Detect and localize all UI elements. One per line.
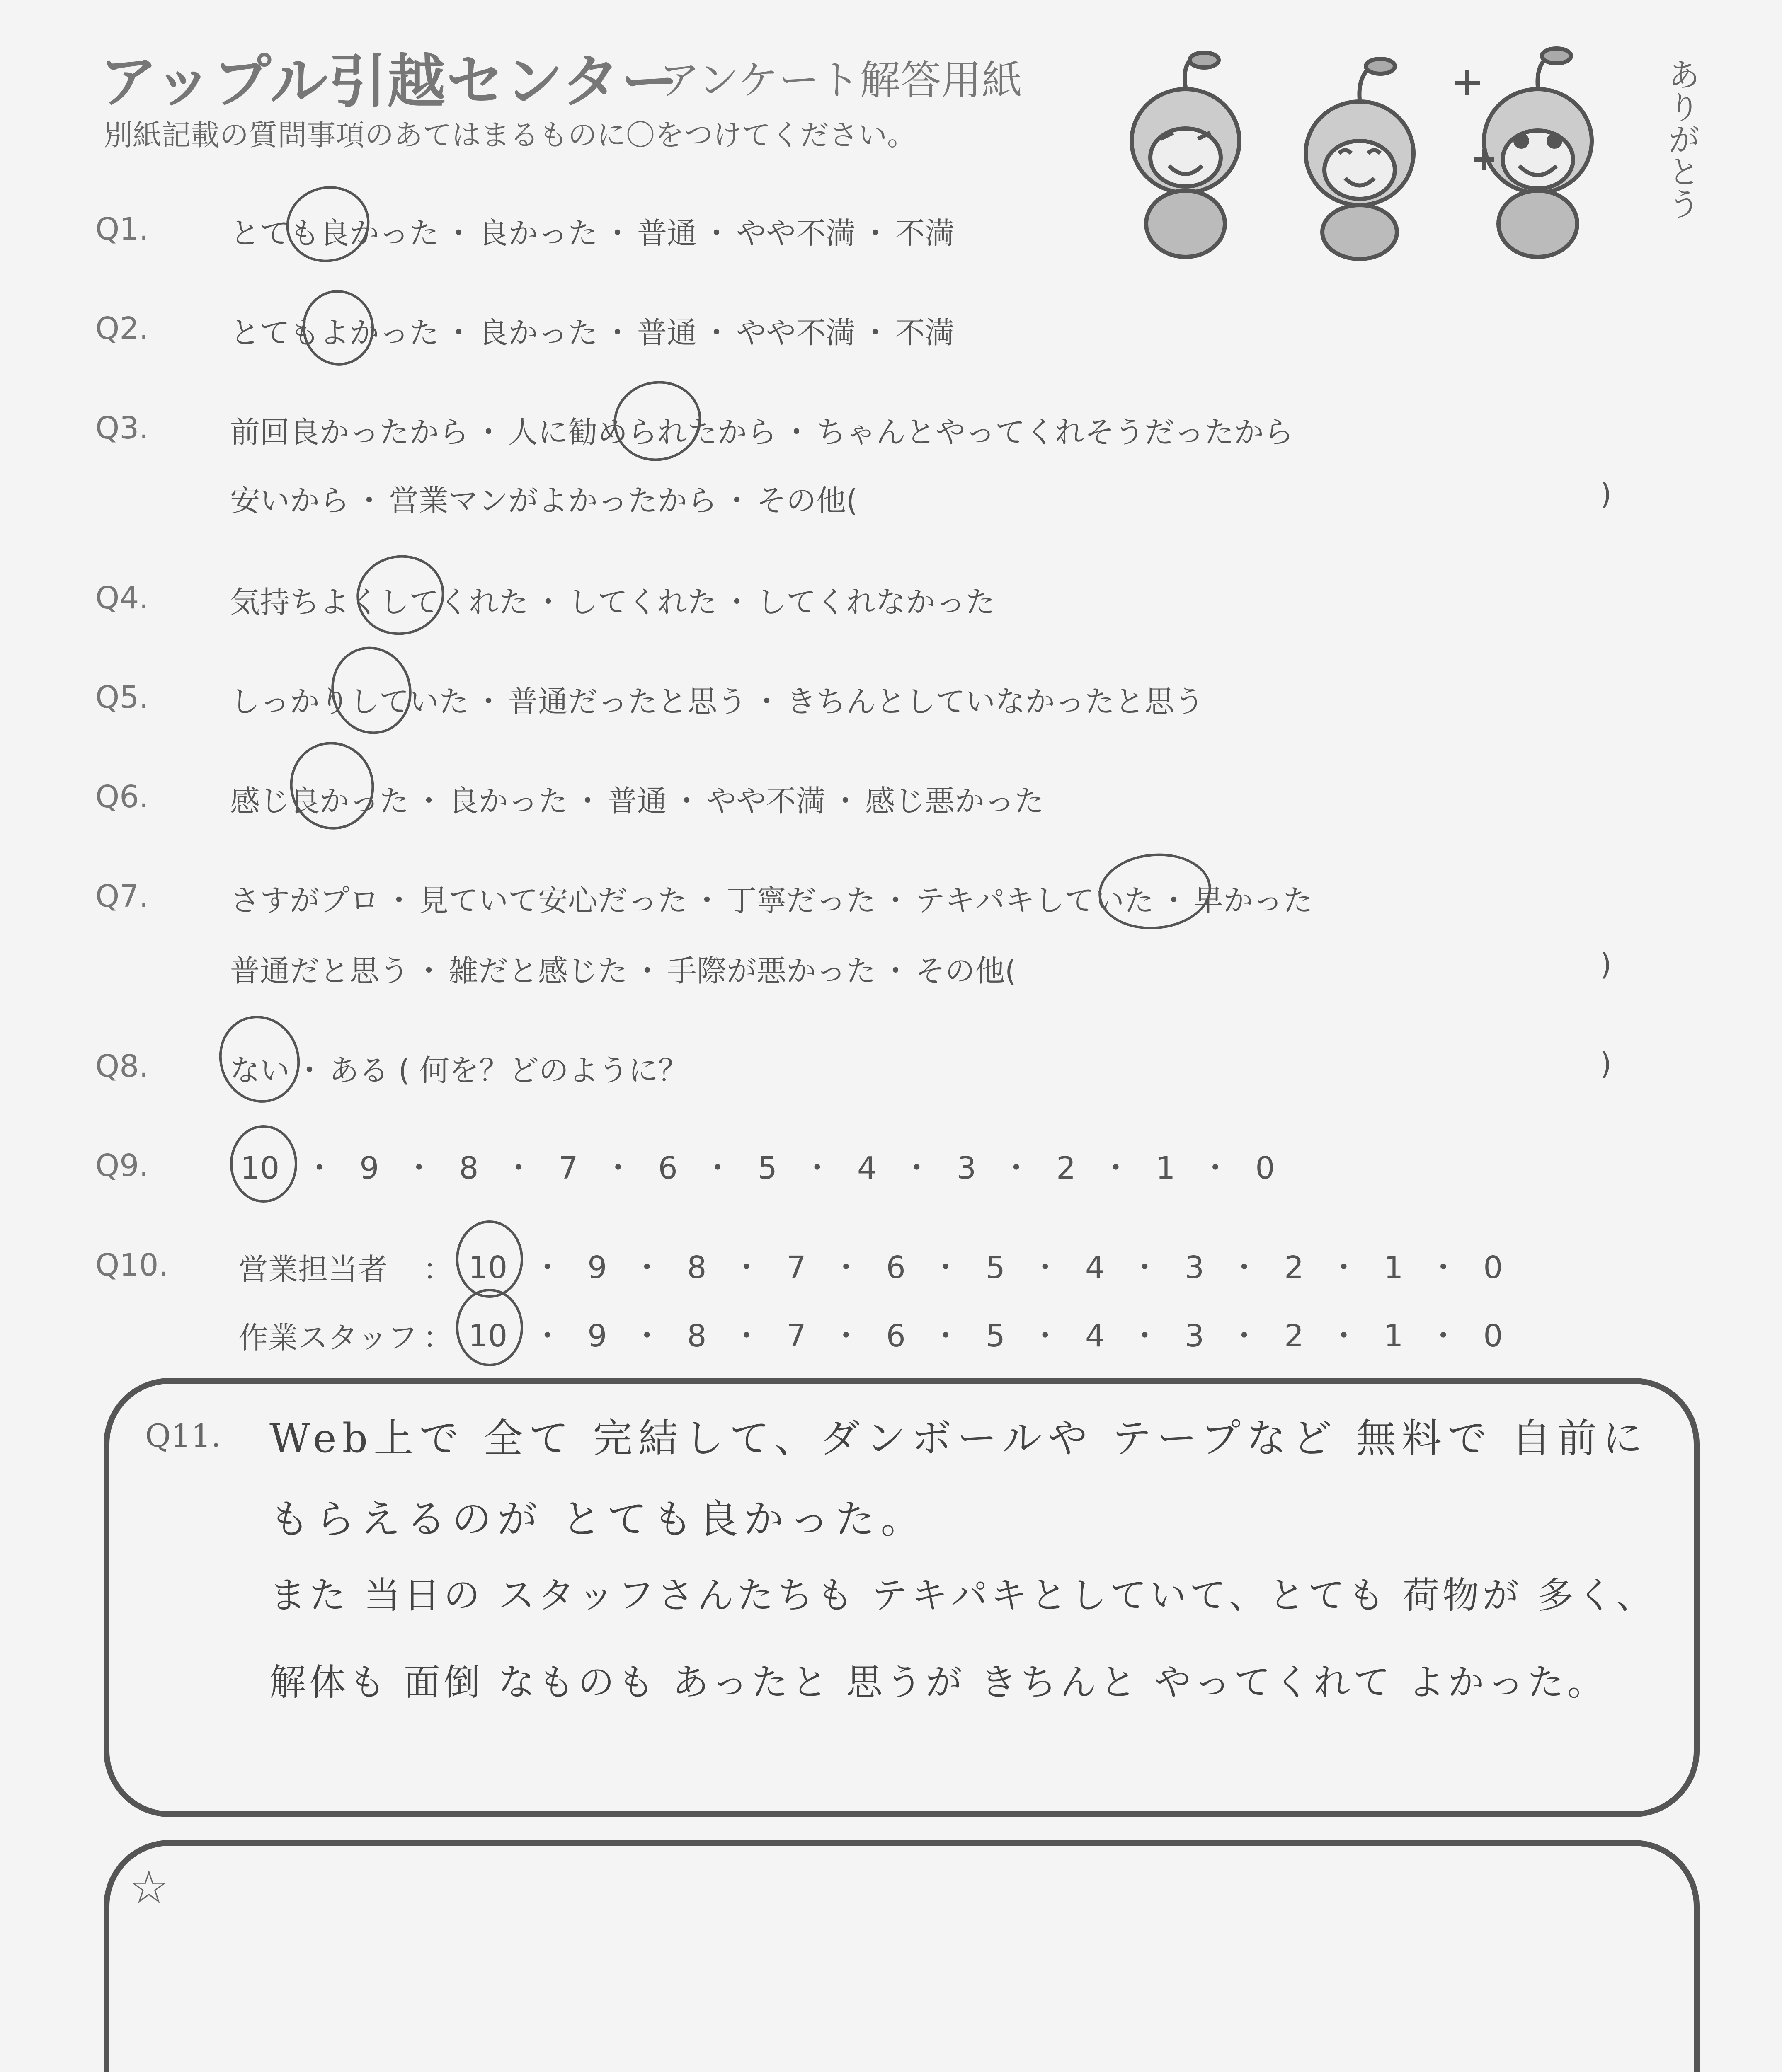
q4-answer-circle	[350, 548, 451, 642]
q4-option-1[interactable]: 気持ちよくしてくれた	[230, 585, 529, 620]
q3-label: Q3.	[95, 410, 149, 446]
q2-option-4[interactable]: やや不満	[736, 315, 856, 350]
q10-sales-label: 営業担当者	[238, 1252, 388, 1287]
q6-option-2[interactable]: 良かった	[449, 784, 568, 818]
q7-option-7[interactable]: 雑だと感じた	[449, 954, 628, 988]
form-title: アップル引越センター	[99, 48, 680, 116]
q7-close-paren: )	[1600, 947, 1612, 982]
q4-option-3[interactable]: してくれなかった	[756, 585, 996, 620]
q4-option-2[interactable]: してくれた	[568, 585, 718, 620]
q10-staff-answer-circle	[456, 1289, 523, 1366]
q2-label: Q2.	[95, 311, 149, 346]
q5-answer-circle	[322, 638, 421, 743]
mascot-caption: ありがとう	[1663, 58, 1700, 220]
q1-answer-circle	[278, 177, 378, 271]
q9-answer-circle	[230, 1125, 297, 1203]
q2-option-5[interactable]: 不満	[895, 315, 955, 350]
q7-option-4[interactable]: テキパキしていた	[915, 883, 1154, 918]
q7-option-2[interactable]: 見ていて安心だった	[419, 883, 688, 918]
q8-option-some[interactable]: ある ( 何を？どのように？	[329, 1053, 688, 1088]
q11-handwritten-line-4: 解体も 面倒 なものも あったと 思うが きちんと やってくれて よかった。	[269, 1661, 1607, 1704]
q6-options: 感じ良かった ・ 良かった ・ 普通 ・ やや不満 ・ 感じ悪かった	[230, 784, 1045, 818]
q7-option-6[interactable]: 普通だと思う	[230, 954, 410, 988]
q7-option-8[interactable]: 手際が悪かった	[667, 954, 876, 988]
q7-options-line2: 普通だと思う ・ 雑だと感じた ・ 手際が悪かった ・ その他(	[230, 954, 1017, 988]
q3-option-1[interactable]: 前回良かったから	[230, 415, 469, 450]
q3-option-other[interactable]: その他(	[756, 483, 858, 518]
q1-option-2[interactable]: 良かった	[478, 216, 598, 251]
q8-label: Q8.	[95, 1048, 149, 1084]
q7-option-5[interactable]: 早かった	[1193, 883, 1313, 918]
q1-option-4[interactable]: やや不満	[736, 216, 856, 251]
q3-option-2[interactable]: 人に勧められたから	[508, 415, 777, 450]
q9-scale[interactable]: 10 ・ 9 ・ 8 ・ 7 ・ 6 ・ 5 ・ 4 ・ 3 ・ 2 ・ 1 ・ 0	[240, 1150, 1275, 1186]
q10-label: Q10.	[95, 1247, 168, 1283]
monkey-mascots-illustration	[1111, 46, 1683, 261]
q4-label: Q4.	[95, 580, 149, 616]
q5-options: しっかりしていた ・ 普通だったと思う ・ きちんとしていなかったと思う	[230, 684, 1205, 719]
q8-answer-circle	[207, 1005, 312, 1114]
q2-option-1[interactable]: とてもよかった	[230, 315, 439, 350]
q6-option-4[interactable]: やや不満	[706, 784, 826, 818]
q7-options-line1: さすがプロ ・ 見ていて安心だった ・ 丁寧だった ・ テキパキしていた ・ 早かった	[230, 883, 1313, 918]
q11-handwritten-line-1: Web上で 全て 完結して、ダンボールや テープなど 無料で 自前に	[269, 1415, 1649, 1462]
q6-option-3[interactable]: 普通	[607, 784, 667, 818]
q11-label: Q11.	[145, 1417, 221, 1454]
q1-options: とても良かった ・ 良かった ・ 普通 ・ やや不満 ・ 不満	[230, 216, 955, 251]
q3-options-line2: 安いから ・ 営業マンがよかったから ・ その他(	[230, 483, 858, 518]
q3-option-4[interactable]: 安いから	[230, 483, 350, 518]
q8-options: ない ・ ある ( 何を？どのように？	[230, 1053, 688, 1088]
q7-option-3[interactable]: 丁寧だった	[727, 883, 876, 918]
q1-option-3[interactable]: 普通	[637, 216, 697, 251]
q10-sales-scale[interactable]: 10 ・ 9 ・ 8 ・ 7 ・ 6 ・ 5 ・ 4 ・ 3 ・ 2 ・ 1 ・ 0	[468, 1250, 1503, 1285]
q3-options-line1: 前回良かったから ・ 人に勧められたから ・ ちゃんとやってくれそうだったから	[230, 415, 1294, 450]
q10-sales-colon: ：	[423, 1252, 453, 1287]
q3-close-paren: )	[1600, 477, 1612, 511]
q11-handwritten-line-2: もらえるのが とても良かった。	[269, 1496, 926, 1542]
q6-option-1[interactable]: 感じ良かった	[230, 784, 410, 818]
form-subtitle: アンケート解答用紙	[659, 57, 1023, 104]
q6-answer-circle	[280, 732, 384, 839]
q8-close-paren: )	[1600, 1046, 1612, 1081]
q1-option-1[interactable]: とても良かった	[230, 216, 439, 251]
q3-option-5[interactable]: 営業マンがよかったから	[389, 483, 718, 518]
q5-option-2[interactable]: 普通だったと思う	[508, 684, 747, 719]
q1-label: Q1.	[95, 211, 149, 247]
q2-option-2[interactable]: 良かった	[478, 315, 598, 350]
q5-label: Q5.	[95, 680, 149, 715]
q10-sales-answer-circle	[456, 1220, 523, 1298]
q5-option-3[interactable]: きちんとしていなかったと思う	[786, 684, 1205, 719]
q6-option-5[interactable]: 感じ悪かった	[865, 784, 1045, 818]
q2-option-3[interactable]: 普通	[637, 315, 697, 350]
q1-option-5[interactable]: 不満	[895, 216, 955, 251]
q2-answer-circle	[297, 284, 380, 371]
q11-handwritten-line-3: また 当日の スタッフさんたちも テキパキとしていて、とても 荷物が 多く、	[269, 1574, 1656, 1617]
free-comment-box	[104, 1840, 1700, 2072]
q6-label: Q6.	[95, 779, 149, 815]
q10-staff-scale[interactable]: 10 ・ 9 ・ 8 ・ 7 ・ 6 ・ 5 ・ 4 ・ 3 ・ 2 ・ 1 ・ 0	[468, 1318, 1503, 1354]
q7-label: Q7.	[95, 879, 149, 914]
q3-option-3[interactable]: ちゃんとやってくれそうだったから	[816, 415, 1294, 450]
q10-staff-label: 作業スタッフ	[238, 1320, 418, 1355]
instruction-text: 別紙記載の質問事項のあてはまるものに〇をつけてください。	[104, 118, 916, 152]
q3-answer-circle	[606, 373, 708, 469]
q5-option-1[interactable]: しっかりしていた	[230, 684, 469, 719]
star-icon: ☆	[128, 1861, 170, 1914]
q7-option-other[interactable]: その他(	[915, 954, 1017, 988]
q4-options: 気持ちよくしてくれた ・ してくれた ・ してくれなかった	[230, 585, 996, 620]
q10-staff-colon: ：	[423, 1320, 453, 1355]
q7-option-1[interactable]: さすがプロ	[230, 883, 380, 918]
q2-options: とてもよかった ・ 良かった ・ 普通 ・ やや不満 ・ 不満	[230, 315, 955, 350]
q9-label: Q9.	[95, 1148, 149, 1184]
q7-answer-circle	[1096, 849, 1215, 934]
q8-option-none[interactable]: ない	[230, 1053, 290, 1088]
